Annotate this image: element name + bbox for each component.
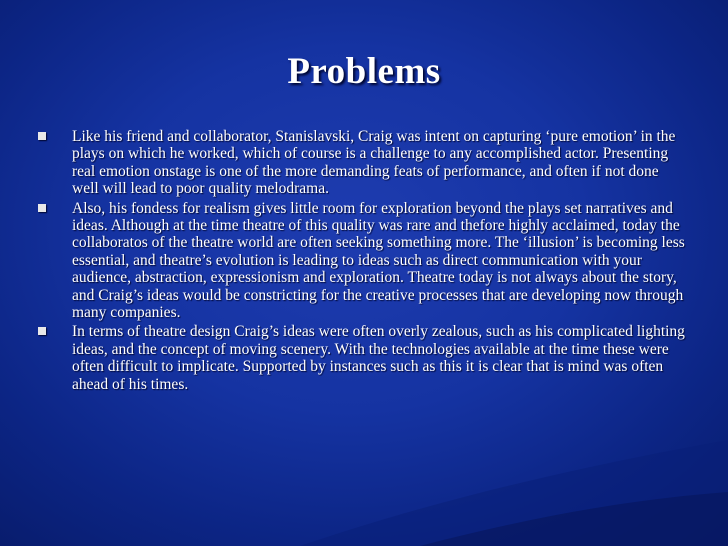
bullet-list: [36, 128, 686, 395]
bullet-item: [36, 128, 686, 198]
square-bullet-icon: [38, 327, 46, 335]
bullet-item: [36, 200, 686, 322]
square-bullet-icon: [38, 204, 46, 212]
bullet-text: Also, his fondess for realism gives little room for exploration beyond the plays set narratives and ideas. Although at the time theatre of this quality was rare and thefore highly acclaimed, today the collaboratos of the theatre world are often seeking something more. The ‘illusion’ is becoming less essential, and theatre’s evolution is leading to ideas such as direct communication with your audience, abstraction, expressionism and exploration. Theatre today is not always about the story, and Craig’s ideas would be constricting for the creative processes that are developing now through many companies.: [72, 199, 685, 322]
bullet-text: Like his friend and collaborator, Stanislavski, Craig was intent on capturing ‘pure emotion’ in the plays on which he worked, which of course is a challenge to any accomplished actor. Presenting real emotion onstage is one of the more demanding feats of performance, and often if not done well will lead to poor quality melodrama.: [72, 128, 676, 198]
bullet-text: In terms of theatre design Craig’s ideas were often overly zealous, such as his complicated lighting ideas, and the concept of moving scenery. With the technologies available at the time these were often difficult to implicate. Supported by instances such as this it is clear that is mind was often ahead of his times.: [72, 323, 685, 393]
bullet-item: [36, 323, 686, 393]
slide-title: Problems: [287, 51, 441, 92]
square-bullet-icon: [38, 132, 46, 140]
